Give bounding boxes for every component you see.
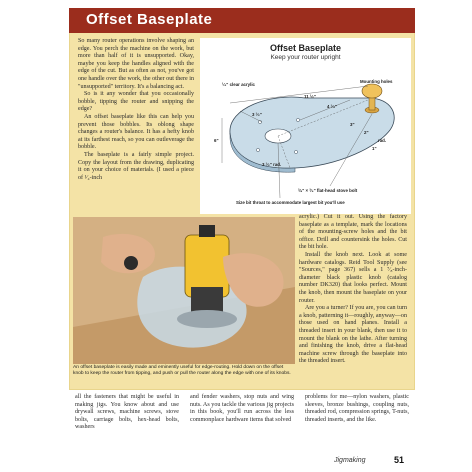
label-mounting-holes: Mounting holes [360, 79, 393, 84]
label-bit-throat: Size bit throat to accommodate largest bit you'll use [236, 200, 345, 205]
label-dim-11: 11 ¹⁄₂" [304, 94, 317, 99]
label-dim-2: 2" [364, 130, 369, 135]
label-rad: rad. [378, 138, 387, 143]
sidebar-banner [69, 8, 415, 33]
sidebar-box [69, 8, 415, 390]
sidebar-paragraph: So many router operations involve shaping an edge. You perch the machine on the work, but more than half of it is unsupported. Okay, maybe you keep the handles aligned with the edge of the cut. But as often as not, you've got one handle over the work, the other out there in "unsupported" territory. It's a balancing act. [78, 38, 194, 90]
book-page [69, 8, 415, 468]
sidebar-paragraph: The baseplate is a fairly simple project. Copy the layout from the drawing, duplicating it on your choice of materials. (I used a piece of ¹⁄₄-inch [78, 151, 194, 181]
photo-caption: An offset baseplate is easily made and eminently useful for edge-routing. Hold down on the offset knob to keep the router from tipping, and push or pull the router along the edge with one of its knobs. [73, 365, 291, 377]
mounting-hole [296, 118, 299, 121]
main-column: all the fasteners that might be useful in making jigs. You know about and use drywall screws, machine screws, stove bolts, carriage bolts, hex-head bolts, washers [75, 394, 179, 431]
label-dim-3: 3" [350, 122, 355, 127]
page-number: 51 [394, 455, 405, 465]
knob-top [362, 84, 382, 98]
sidebar-paragraph: Install the knob next. Look at some hardware catalogs. Reid Tool Supply (see "Sources," page 367) sells a 1 ⁷⁄₈-inch-diameter black plastic knob (catalog number DK320) that looks perfect. Mount the knob, then mount the baseplate on your router. [299, 251, 407, 304]
mounting-hole [294, 150, 297, 153]
sidebar-paragraph: acrylic.) Cut it out. Using the factory baseplate as a template, mark the locations of the mounting-screw holes and the bit office. Drill and countersink the holes. Cut the bit hole. [299, 214, 407, 251]
main-column: problems for me—nylon washers, plastic sleeves, bronze bushings, coupling nuts, threaded rod, compression springs, T-nuts, threaded inserts, and the like. [305, 394, 409, 423]
mounting-hole [256, 148, 259, 151]
sidebar-right-column [299, 214, 407, 366]
diagram-subtitle: Keep your router upright [270, 54, 341, 61]
sidebar-left-column [78, 38, 194, 182]
label-rad-3-5: 3 ¹⁄₂" rad. [262, 162, 282, 167]
label-clear-acrylic: ¹⁄₄" clear acrylic [222, 82, 255, 87]
running-footer: Jigmaking [334, 457, 366, 464]
baseplate-diagram [200, 38, 411, 214]
label-stove-bolt: ³⁄₈" × ³⁄₄" flat-head stove bolt [298, 188, 358, 193]
label-dim-3-5: 3 ¹⁄₂" [252, 112, 262, 117]
diagram-title: Offset Baseplate [269, 43, 342, 53]
sidebar-paragraph: An offset baseplate like this can help you prevent those bobbles. Its oblong shape changes a router's balance. It has a hefty knob at its farthest reach, so you can outleverage the bobble. [78, 113, 194, 151]
router-photo [73, 217, 295, 364]
router-photo-art [73, 217, 295, 364]
label-dim-1: 1" [372, 146, 377, 151]
label-dim-4: 4 ¹⁄₄" [327, 104, 338, 109]
label-dim-6: 6" [214, 138, 219, 143]
main-column: and fender washers, stop nuts and wing nuts. As you tackle the various jig projects in this book, you'll run across the less commonplace hardware items that solved [190, 394, 294, 423]
sidebar-paragraph: So is it any wonder that you occasionally bobble, tipping the router and snipping the edge? [78, 91, 194, 113]
sidebar-paragraph: Are you a turner? If you are, you can turn a knob, patterning it—roughly, anyway—on those used on hand planes. Install a threaded insert in your blank, then use it to mount the blank on the lathe. After turning and finishing the knob, drive a flat-head machine screw through the baseplate into the threaded insert. [299, 305, 407, 365]
sidebar-title: Offset Baseplate [86, 11, 213, 28]
